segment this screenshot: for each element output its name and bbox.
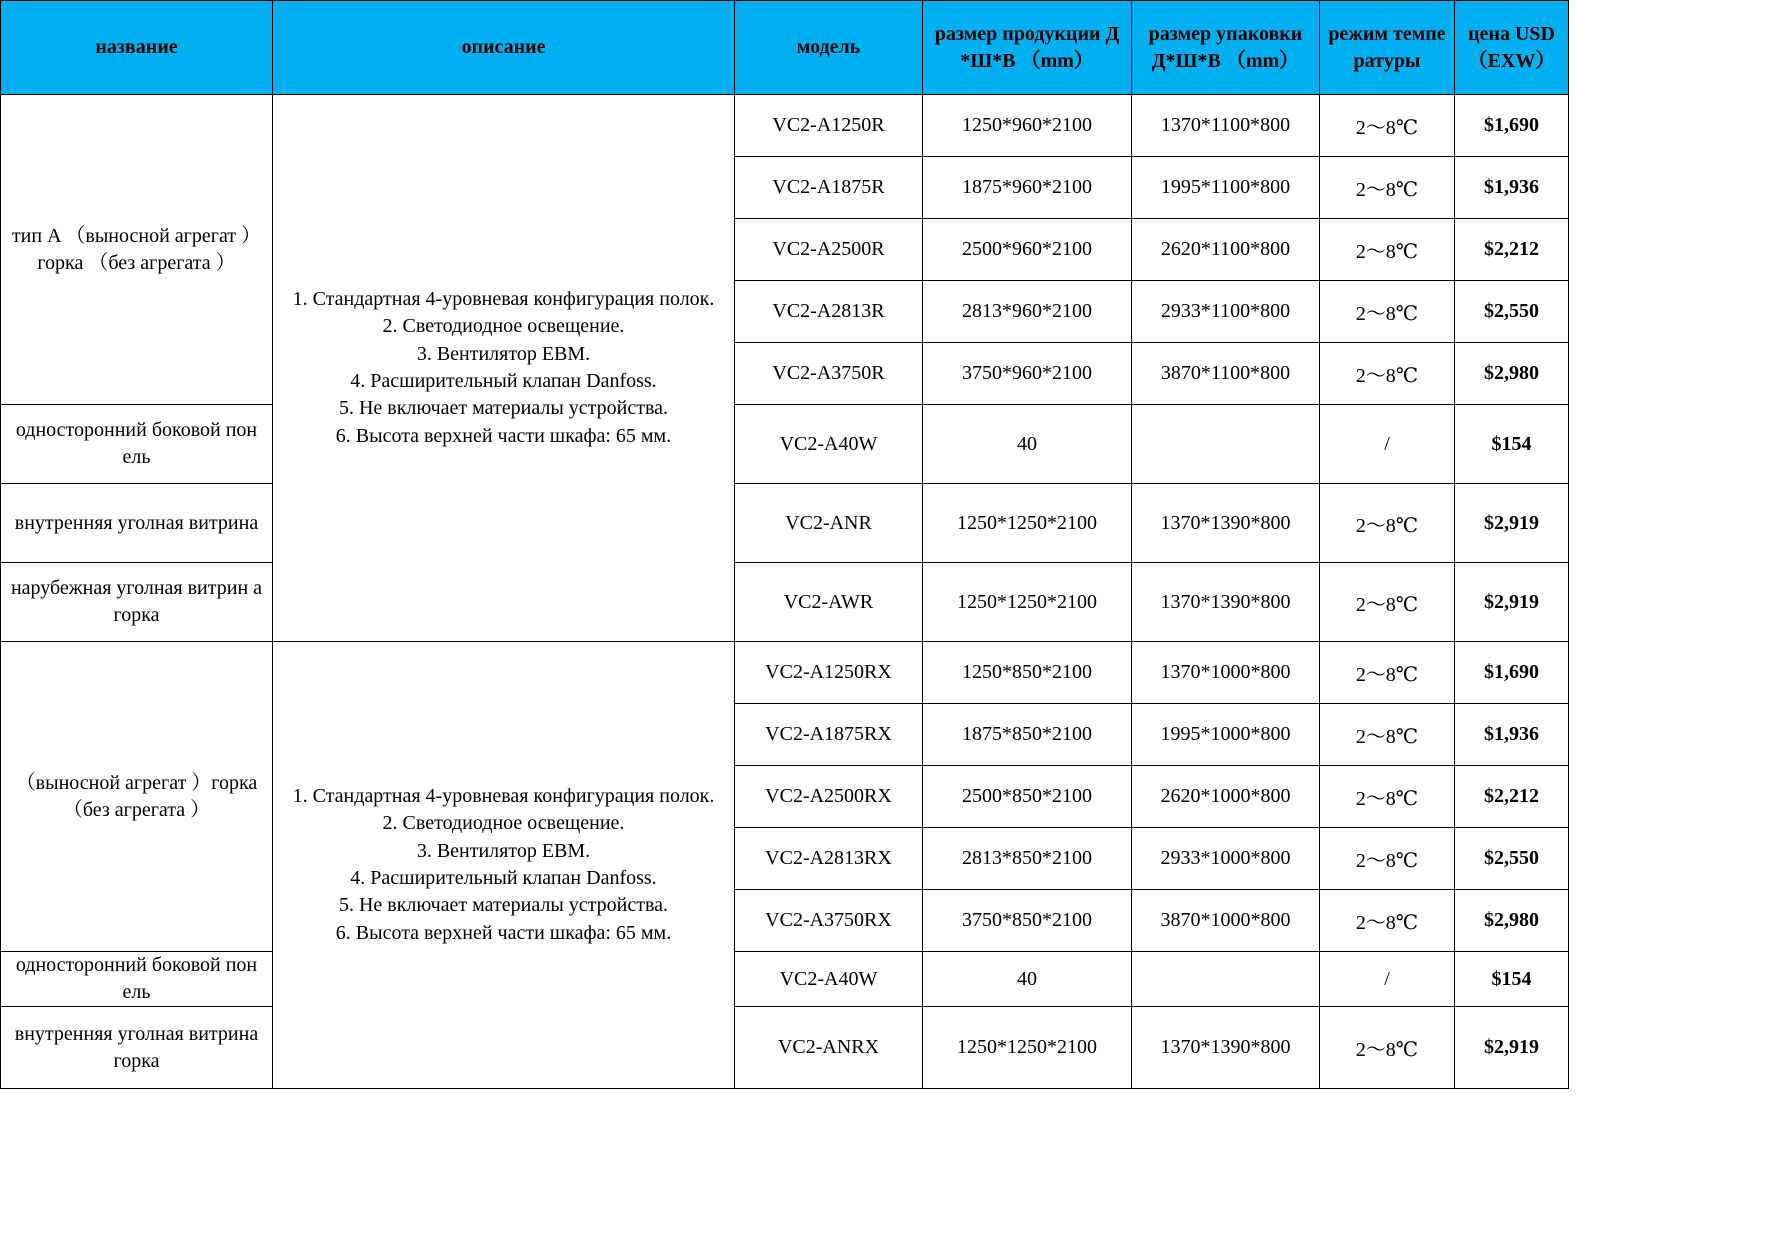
temp-cell: 2～8℃ xyxy=(1320,343,1455,405)
product-size-cell: 2813*850*2100 xyxy=(923,828,1132,890)
model-cell: VC2-A40W xyxy=(735,405,923,484)
table-row xyxy=(1,563,1569,642)
product-size-cell: 3750*960*2100 xyxy=(923,343,1132,405)
header-package-size: размер упаковки Д*Ш*В （mm） xyxy=(1132,1,1320,95)
table-row xyxy=(1,1007,1569,1089)
description-line: 5. Не включает материалы устройства. xyxy=(338,894,669,917)
table-row xyxy=(1,952,1569,1007)
temp-cell: 2～8℃ xyxy=(1320,219,1455,281)
package-size-cell: 1370*1390*800 xyxy=(1132,563,1320,642)
price-cell: $154 xyxy=(1455,952,1569,1007)
model-cell: VC2-AWR xyxy=(735,563,923,642)
package-size-cell xyxy=(1132,952,1320,1007)
temp-cell: 2～8℃ xyxy=(1320,281,1455,343)
model-cell: VC2-A40W xyxy=(735,952,923,1007)
product-name-cell: внутренняя уголная витрина xyxy=(1,484,273,563)
package-size-cell: 1370*1390*800 xyxy=(1132,484,1320,563)
description-line: 4. Расширительный клапан Danfoss. xyxy=(350,867,657,889)
temp-cell: 2～8℃ xyxy=(1320,642,1455,704)
price-cell: $2,550 xyxy=(1455,281,1569,343)
price-cell: $1,936 xyxy=(1455,157,1569,219)
model-cell: VC2-ANR xyxy=(735,484,923,563)
product-size-cell: 1250*1250*2100 xyxy=(923,484,1132,563)
package-size-cell: 2933*1100*800 xyxy=(1132,281,1320,343)
price-cell: $1,690 xyxy=(1455,642,1569,704)
description-line: 2. Светодиодное освещение. xyxy=(382,812,625,835)
header-product-size: размер продукции Д *Ш*В （mm） xyxy=(923,1,1132,95)
package-size-cell: 3870*1000*800 xyxy=(1132,890,1320,952)
product-size-cell: 3750*850*2100 xyxy=(923,890,1132,952)
price-cell: $1,690 xyxy=(1455,95,1569,157)
price-cell: $2,550 xyxy=(1455,828,1569,890)
product-size-cell: 1250*850*2100 xyxy=(923,642,1132,704)
temp-cell: / xyxy=(1320,405,1455,484)
table-row xyxy=(1,484,1569,563)
product-size-cell: 1875*850*2100 xyxy=(923,704,1132,766)
package-size-cell: 2620*1100*800 xyxy=(1132,219,1320,281)
model-cell: VC2-A3750R xyxy=(735,343,923,405)
product-size-cell: 40 xyxy=(923,405,1132,484)
description-line: 1. Стандартная 4-уровневая конфигурация полок. xyxy=(292,784,715,807)
description-line: 5. Не включает материалы устройства. xyxy=(338,397,669,420)
description-line: 3. Вентилятор EBM. xyxy=(416,839,591,862)
product-size-cell: 1250*960*2100 xyxy=(923,95,1132,157)
model-cell: VC2-A1250R xyxy=(735,95,923,157)
package-size-cell: 3870*1100*800 xyxy=(1132,343,1320,405)
price-cell: $2,919 xyxy=(1455,1007,1569,1089)
header-row xyxy=(1,1,1569,95)
product-size-cell: 2813*960*2100 xyxy=(923,281,1132,343)
description-line: 1. Стандартная 4-уровневая конфигурация полок. xyxy=(292,287,715,310)
package-size-cell: 2933*1000*800 xyxy=(1132,828,1320,890)
package-size-cell: 1370*1390*800 xyxy=(1132,1007,1320,1089)
product-size-cell: 1875*960*2100 xyxy=(923,157,1132,219)
table-row xyxy=(1,642,1569,704)
price-cell: $2,980 xyxy=(1455,343,1569,405)
model-cell: VC2-A1250RX xyxy=(735,642,923,704)
package-size-cell: 2620*1000*800 xyxy=(1132,766,1320,828)
model-cell: VC2-A2813R xyxy=(735,281,923,343)
temp-cell: 2～8℃ xyxy=(1320,157,1455,219)
product-name-cell: внутренняя уголная витрина горка xyxy=(1,1007,273,1089)
package-size-cell xyxy=(1132,405,1320,484)
product-name-cell: （выносной агрегат ）горка （без агрегата ） xyxy=(1,642,273,952)
price-cell: $2,919 xyxy=(1455,484,1569,563)
package-size-cell: 1370*1100*800 xyxy=(1132,95,1320,157)
package-size-cell: 1995*1000*800 xyxy=(1132,704,1320,766)
temp-cell: 2～8℃ xyxy=(1320,890,1455,952)
header-temp-mode: режим темпе ратуры xyxy=(1320,1,1455,95)
table-row xyxy=(1,405,1569,484)
product-size-cell: 2500*960*2100 xyxy=(923,219,1132,281)
product-name-cell: односторонний боковой пон ель xyxy=(1,405,273,484)
price-cell: $2,980 xyxy=(1455,890,1569,952)
model-cell: VC2-A2500RX xyxy=(735,766,923,828)
model-cell: VC2-ANRX xyxy=(735,1007,923,1089)
price-cell: $154 xyxy=(1455,405,1569,484)
temp-cell: 2～8℃ xyxy=(1320,1007,1455,1089)
description-line: 2. Светодиодное освещение. xyxy=(382,315,625,338)
table-row xyxy=(1,95,1569,157)
package-size-cell: 1995*1100*800 xyxy=(1132,157,1320,219)
price-cell: $1,936 xyxy=(1455,704,1569,766)
product-name-cell: тип A （выносной агрегат ）горка （без агрегата ） xyxy=(1,95,273,405)
product-size-cell: 1250*1250*2100 xyxy=(923,563,1132,642)
header-price: цена USD（EXW） xyxy=(1455,1,1569,95)
temp-cell: 2～8℃ xyxy=(1320,828,1455,890)
price-cell: $2,212 xyxy=(1455,219,1569,281)
temp-cell: 2～8℃ xyxy=(1320,704,1455,766)
product-size-cell: 1250*1250*2100 xyxy=(923,1007,1132,1089)
temp-cell: 2～8℃ xyxy=(1320,95,1455,157)
product-size-cell: 2500*850*2100 xyxy=(923,766,1132,828)
product-name-cell: нарубежная уголная витрин а горка xyxy=(1,563,273,642)
description-line: 6. Высота верхней части шкафа: 65 мм. xyxy=(335,424,672,447)
model-cell: VC2-A1875R xyxy=(735,157,923,219)
price-cell: $2,919 xyxy=(1455,563,1569,642)
temp-cell: 2～8℃ xyxy=(1320,766,1455,828)
description-cell xyxy=(273,642,735,1089)
description-line: 3. Вентилятор EBM. xyxy=(416,342,591,365)
model-cell: VC2-A2500R xyxy=(735,219,923,281)
temp-cell: / xyxy=(1320,952,1455,1007)
description-line: 4. Расширительный клапан Danfoss. xyxy=(350,370,657,392)
product-name-cell: односторонний боковой пон ель xyxy=(1,952,273,1007)
header-description: описание xyxy=(273,1,735,95)
description-line: 6. Высота верхней части шкафа: 65 мм. xyxy=(335,921,672,944)
model-cell: VC2-A3750RX xyxy=(735,890,923,952)
description-cell xyxy=(273,95,735,642)
price-cell: $2,212 xyxy=(1455,766,1569,828)
package-size-cell: 1370*1000*800 xyxy=(1132,642,1320,704)
temp-cell: 2～8℃ xyxy=(1320,563,1455,642)
temp-cell: 2～8℃ xyxy=(1320,484,1455,563)
header-name: название xyxy=(1,1,273,95)
header-model: модель xyxy=(735,1,923,95)
model-cell: VC2-A2813RX xyxy=(735,828,923,890)
product-size-cell: 40 xyxy=(923,952,1132,1007)
model-cell: VC2-A1875RX xyxy=(735,704,923,766)
